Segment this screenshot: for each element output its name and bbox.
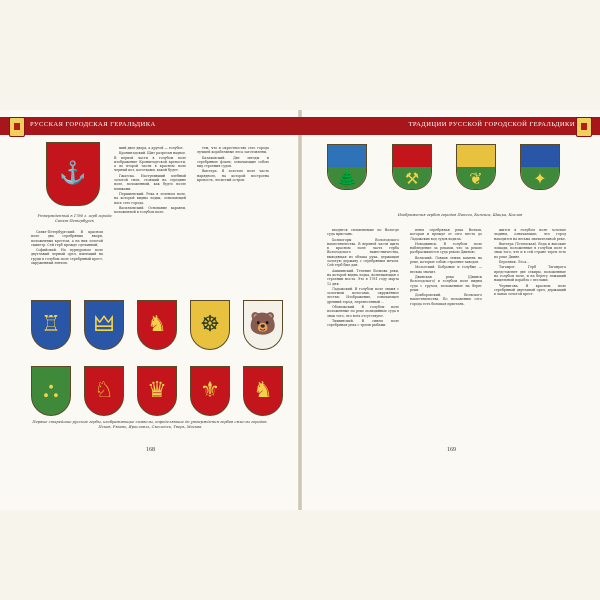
left-page-number: 168 — [146, 447, 155, 453]
arms-bottom-4 — [190, 366, 230, 416]
right-col3-para: Березник. Леса... — [499, 260, 530, 265]
book-gutter — [298, 110, 302, 510]
right-col2-para: Двинская река (Двинск Вологодского) в голубом поле видны суда с грузом, положенные на берег реки. — [410, 274, 482, 292]
left-col2-para: Першиевский. Река в зеленом поле, на которой видны лодки, означающей пась сего города. — [114, 191, 186, 205]
arms-bottom-2 — [84, 366, 124, 416]
crown-icon: ♛ — [147, 378, 167, 403]
right-col2-para: пены серебряная река Волхов, которая и прежде от сего места до Ладожских вод судов ходила. — [410, 228, 482, 241]
left-column-3 — [197, 146, 269, 183]
left-column-1 — [31, 230, 103, 266]
left-header-title: РУССКАЯ ГОРОДСКАЯ ГЕРАЛЬДИКА — [30, 121, 156, 128]
left-caption-top: Утвержденный в 1780 г. герб города Санкт-Петербургъ — [37, 214, 112, 223]
arms-bottom-3 — [137, 366, 177, 416]
right-col2-para: Новодвинск. В голубом поле наблюдение за реками, что за рекою разбрасываются суда рекою Двиною. — [410, 241, 482, 255]
arms-mid-1 — [31, 300, 71, 350]
right-column-1 — [327, 228, 399, 329]
deer-icon: ♘ — [94, 378, 114, 403]
arms-mid-3 — [137, 300, 177, 350]
right-col3-para: жится в голубом поле золотые льдины, означающие, что город находится на весьма значительной реке. — [494, 228, 566, 241]
left-caption-bottom: Первые старейшие русские гербы, изображающие символы, определявшие до утверждения гербов смыслы городов. Псков, Рязань, Ярославль, Смоленск, Тверь, Москва — [32, 420, 268, 429]
left-col3-para: тем, что в окрестностях сего города лучшей корабельные леса заготовлены. — [197, 146, 269, 155]
left-col2-para: Кронштадский. Щит разрезан надвое. В первой части в голубом поле изображение Кронштадтской крепости, а во второй части в красном поле черный кот, коготками, какой будет. — [114, 151, 186, 173]
fortress-icon: ⛬ — [43, 378, 59, 403]
left-col2-para: Гжатска. Наступивший хлебный золотой сноп, стоящий на середине поле, положенный, как будто возле мешками. — [114, 173, 186, 191]
anchor-icon: ⚓ — [59, 161, 87, 186]
right-col1-para: Ладожский. В голубом поле знамя с золотыми полосами, окружённое лестью. Изображение, означающее древний город, перенесенный ... — [327, 286, 399, 304]
right-col1-para: Обонежский. В голубом поле положенные по реке позицийные суда в знак того, что всех отсутствуют. — [327, 305, 399, 318]
arms-right-3 — [456, 144, 496, 190]
arms-mid-4 — [190, 300, 230, 350]
arms-mid-5 — [243, 300, 283, 350]
right-caption-top: Изображения гербов городов Пинеги, Кингиса, Шацка, Козлов — [397, 213, 523, 217]
wheat-icon: ❦ — [469, 168, 483, 188]
left-col1-para-1: Санкт-Петербургский. В красном поле два серебряных якоря, положенных крестом, а на них золотой скипетр. Сей герб прежде сделанный; — [31, 230, 103, 247]
right-col3-para: Таганрог. Герб Таганрога представляет две секиры, положенные на голубом поле, и на берегу лежащий нащельный корабль с веслами. — [494, 265, 566, 283]
right-col2-para: Мологский. Бобровые и голубые — весьма значит. — [410, 265, 482, 274]
right-page-number: 169 — [447, 447, 456, 453]
right-column-2 — [410, 228, 482, 307]
right-col1-para: входятся сплавляемые по Вологде суда пристань. — [327, 228, 399, 237]
left-header-band — [0, 117, 300, 135]
left-column-2 — [114, 146, 186, 215]
warrior-icon: ♞ — [147, 312, 167, 337]
right-col1-para: Ашшинский. Течение Волхова реки, на которой видна лодка, возвещающая о строении моста. Это в 1781 году марта 12 дня. — [327, 268, 399, 286]
right-header-title: ТРАДИЦИИ РУССКОЙ ГОРОДСКОЙ ГЕРАЛЬДИКИ — [408, 121, 575, 128]
arms-right-1 — [327, 144, 367, 190]
fleur-de-lis-icon: ⚜ — [200, 378, 220, 403]
left-col2-para: ший двое двора, а другой — голубое. — [119, 146, 184, 150]
right-col1-para: Холмогоры Вологодского наместничества. В верхней части щита в красном поле часть герба Вологодского наместничества, выходящая из облака рука, держащая золотую державу с серебряным мечом. Сей герб был дан. — [327, 237, 399, 268]
right-col3-para: Чернигова. В красном поле серебряный двуглавый орел, держащий в лапах золотой крест. — [494, 283, 566, 297]
arms-saint-petersburg — [46, 142, 100, 206]
bear-icon: 🐻 — [249, 312, 277, 337]
star-icon: ✦ — [533, 168, 547, 188]
right-header-emblem-icon — [576, 117, 592, 137]
left-col1-para-2: Софийский. На пурпуровом поле двуглавый черный орел, имеющий на груди в голубом поле серебряный крест, окруженный лентою. — [31, 248, 103, 266]
right-col3-para: Вытегра (Тотемская). Вода и высокие лошади, положенные в голубом поле в знак того, что и в сей стране торги есть по реке Двине. — [494, 241, 566, 259]
tree-icon: 🌲 — [337, 168, 357, 188]
right-header-band — [300, 117, 600, 135]
arms-bottom-1 — [31, 366, 71, 416]
arms-right-2 — [392, 144, 432, 190]
right-col2-para: Доиборовский. Вольского наместничества. По положению сего города есть большая пристань. — [410, 293, 482, 306]
right-column-3 — [494, 228, 566, 297]
right-col1-para: Тихвинский. В синем поле серебряная река с тремя рыбами. — [327, 318, 399, 328]
arms-right-4 — [520, 144, 560, 190]
bird-icon: 🜲 — [93, 312, 115, 337]
horseman-icon: ♞ — [253, 378, 273, 403]
tower-icon: ♖ — [41, 312, 61, 337]
left-col3-para: Вытегра. В золотом поле часть нарядного, на которой построена крепость, лесистый остров. — [197, 169, 269, 183]
left-col3-para: Балаховский. Две звезды и серебряные флаги, означающие собою вид строения судов. — [197, 155, 269, 169]
arms-mid-2 — [84, 300, 124, 350]
left-header-emblem-icon — [9, 117, 25, 137]
right-col2-para: Вольский. Ловцов земли камень на реке, которые собою строение заводов. — [410, 255, 482, 265]
tools-icon: ⚒ — [404, 168, 420, 188]
left-col2-para: Васильевский. Основание каравеи, положенной в голубом поле. — [114, 205, 186, 215]
wheel-icon: ☸ — [200, 312, 220, 337]
arms-bottom-5 — [243, 366, 283, 416]
